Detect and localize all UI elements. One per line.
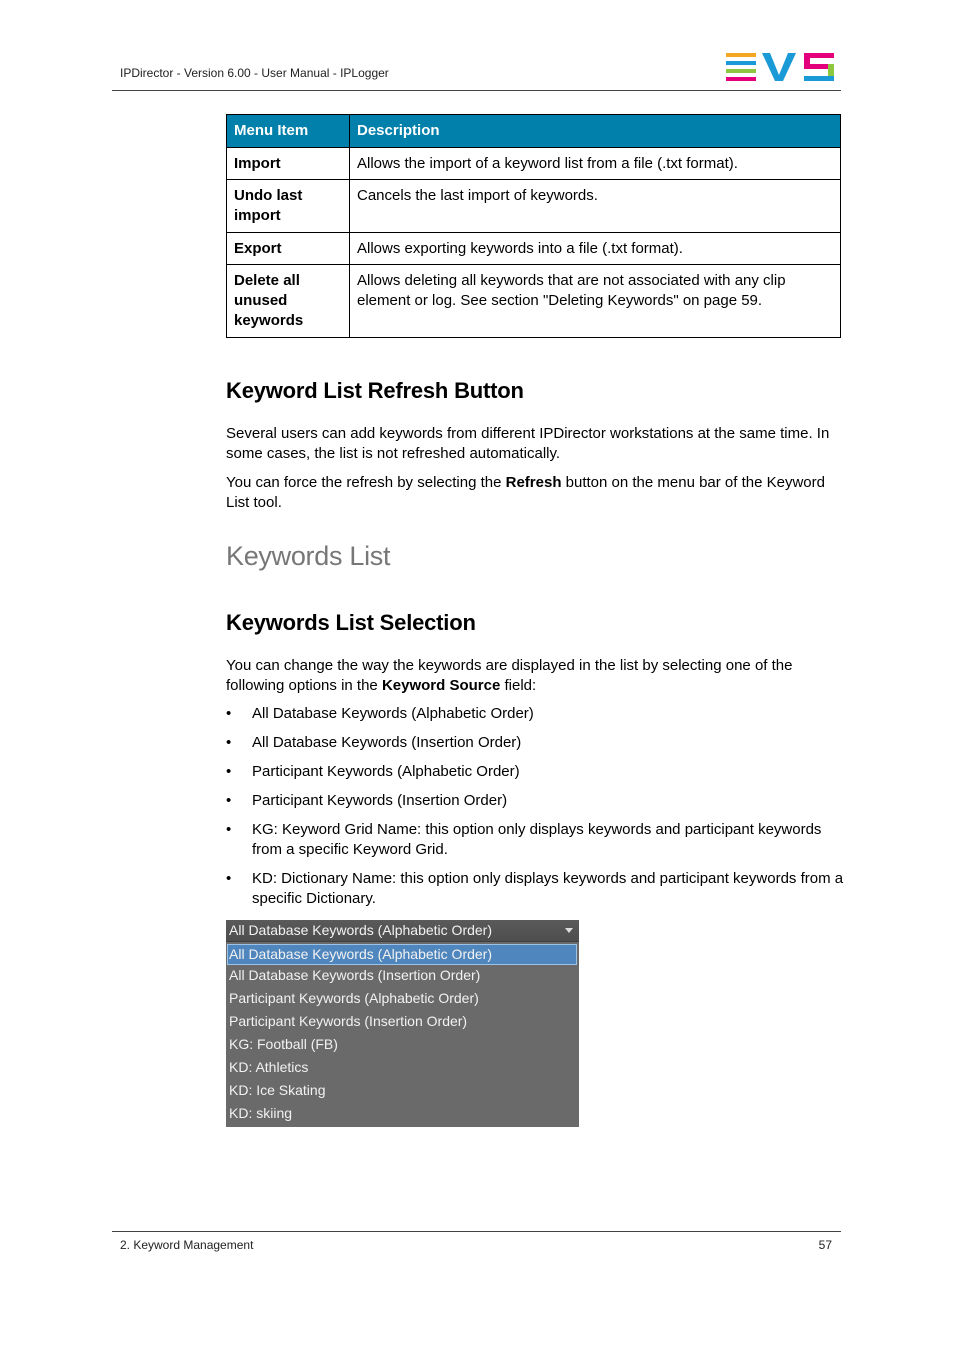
menu-items-table: [226, 114, 841, 338]
keyword-source-select[interactable]: [226, 920, 579, 942]
keyword-source-term: Keyword Source: [381, 677, 501, 694]
selected-value: All Database Keywords (Alphabetic Order): [229, 922, 493, 938]
dropdown-option[interactable]: Participant Keywords (Insertion Order): [229, 1013, 468, 1029]
footer-rule: [112, 1231, 841, 1232]
menu-item-cell: Import: [227, 148, 350, 180]
header-rule: [112, 90, 841, 91]
dropdown-option[interactable]: KD: Athletics: [229, 1059, 309, 1075]
table-header-row: [227, 115, 841, 148]
refresh-heading: Keyword List Refresh Button: [226, 378, 524, 403]
menu-item-cell: Undo last import: [227, 180, 350, 233]
table-row: [227, 148, 841, 180]
list-item: • All Database Keywords (Insertion Order): [226, 734, 522, 751]
menu-item-cell: Export: [227, 233, 350, 265]
list-item: • Participant Keywords (Alphabetic Order): [226, 763, 520, 780]
refresh-bold-term: Refresh: [505, 474, 562, 491]
dropdown-option-selected[interactable]: All Database Keywords (Alphabetic Order): [227, 944, 577, 965]
dropdown-option[interactable]: KD: skiing: [229, 1105, 293, 1121]
list-item: • Participant Keywords (Insertion Order): [226, 792, 508, 809]
bullet-icon: •: [226, 734, 232, 751]
dropdown-option[interactable]: KG: Football (FB): [229, 1036, 338, 1052]
bullet-icon: •: [226, 821, 232, 838]
list-item: • All Database Keywords (Alphabetic Order): [226, 705, 534, 722]
description-cell: Allows deleting all keywords that are not associated with any clip element or log. See section "Deleting Keywords" on page 59.: [350, 265, 841, 338]
evs-logo: [726, 53, 834, 83]
column-header: Menu Item: [227, 115, 350, 148]
bullet-icon: •: [226, 792, 232, 809]
running-header: IPDirector - Version 6.00 - User Manual - IPLogger: [120, 66, 389, 80]
bullet-icon: •: [226, 870, 232, 887]
refresh-paragraph-2: You can force the refresh by selecting the Refresh button on the menu bar of the Keyword List tool.: [226, 474, 825, 511]
list-item: • KG: Keyword Grid Name: this option only displays keywords and participant keywords from a specific Keyword Grid.: [226, 821, 822, 858]
bullet-icon: •: [226, 705, 232, 722]
refresh-paragraph-1: Several users can add keywords from different IPDirector workstations at the same time. In some cases, the list is not refreshed automatically.: [226, 425, 830, 462]
keyword-source-options-list: [226, 704, 844, 918]
menu-item-cell: Delete all unused keywords: [227, 265, 350, 338]
bullet-icon: •: [226, 763, 232, 780]
column-header: Description: [350, 115, 841, 148]
table-row: [227, 233, 841, 265]
selection-heading: Keywords List Selection: [226, 610, 476, 635]
footer-chapter: 2. Keyword Management: [120, 1238, 254, 1252]
table-row: [227, 180, 841, 233]
dropdown-option[interactable]: Participant Keywords (Alphabetic Order): [229, 990, 479, 1006]
keywords-list-heading: Keywords List: [226, 541, 391, 571]
page-number: 57: [818, 1238, 832, 1252]
chevron-down-icon[interactable]: [565, 928, 573, 933]
keyword-source-dropdown: [226, 920, 579, 1127]
selection-intro: You can change the way the keywords are displayed in the list by selecting one of the following options in the Keyword Source field:: [226, 657, 793, 694]
description-cell: Allows exporting keywords into a file (.txt format).: [350, 233, 841, 265]
dropdown-option[interactable]: All Database Keywords (Insertion Order): [229, 967, 481, 983]
list-item: • KD: Dictionary Name: this option only displays keywords and participant keywords from a specific Dictionary.: [226, 870, 844, 907]
description-cell: Cancels the last import of keywords.: [350, 180, 841, 233]
dropdown-option[interactable]: KD: Ice Skating: [229, 1082, 326, 1098]
dropdown-options: [226, 944, 579, 1126]
table-row: [227, 265, 841, 338]
description-cell: Allows the import of a keyword list from a file (.txt format).: [350, 148, 841, 180]
